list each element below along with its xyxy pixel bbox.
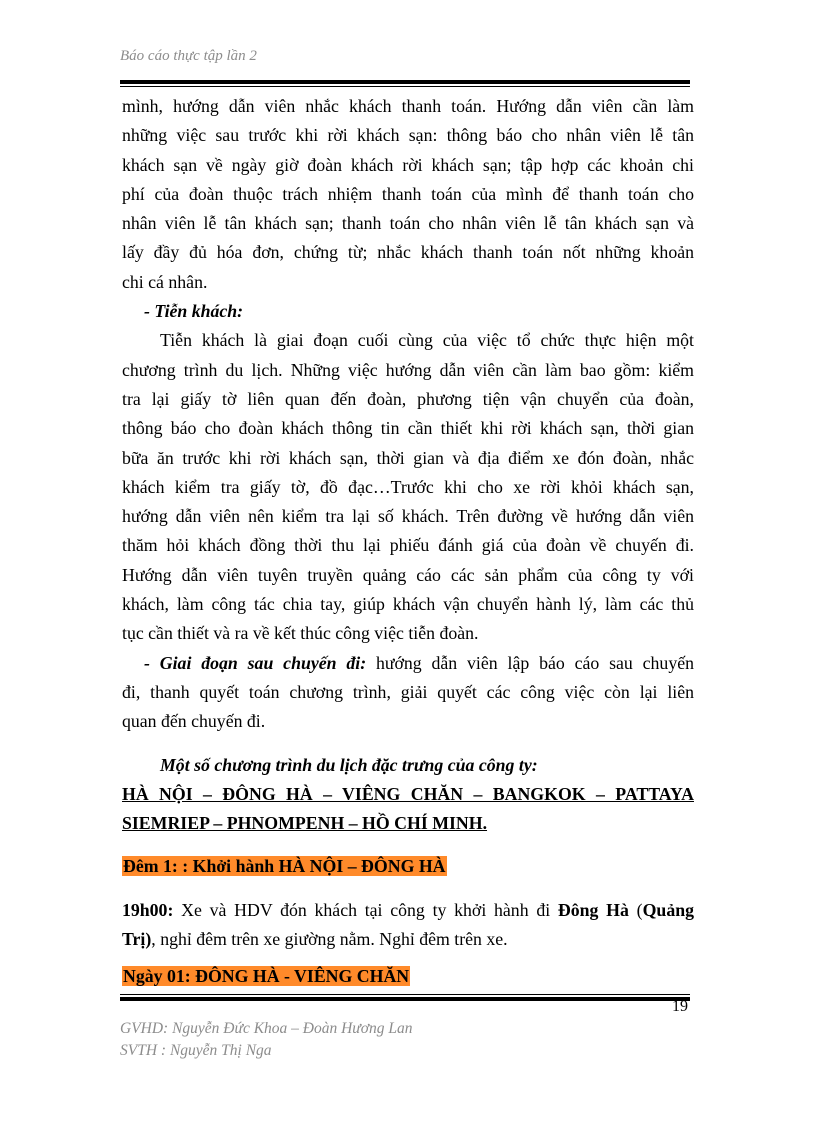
page-body	[122, 92, 694, 992]
paragraph-line: khách sạn về ngày giờ đoàn khách rời khách sạn; tập hợp các khoản chi	[122, 154, 694, 175]
paragraph-line: Tiễn khách là giai đoạn cuối cùng của việc tổ chức thực hiện một	[160, 330, 694, 351]
paragraph-line: thăm hỏi khách đồng thời thu lại phiếu đánh giá của đoàn về chuyến đi.	[122, 535, 694, 556]
footer-rule	[120, 994, 690, 1001]
paragraph-line: mình, hướng dẫn viên nhắc khách thanh toán. Hướng dẫn viên cần làm	[122, 96, 694, 116]
section-title: Một số chương trình du lịch đặc trưng của công ty:	[160, 754, 538, 775]
footer-student: SVTH : Nguyễn Thị Nga	[120, 1042, 272, 1059]
night-1-heading: Đêm 1: : Khởi hành HÀ NỘI – ĐÔNG HÀ	[123, 856, 446, 877]
page-footer	[120, 1018, 413, 1062]
paragraph-line: lấy đầy đủ hóa đơn, chứng từ; nhắc khách thanh toán nốt những khoản	[122, 242, 694, 263]
paragraph-line: khách kiểm tra giấy tờ, đồ đạc…Trước khi cho xe rời khỏi khách sạn,	[122, 476, 694, 497]
paragraph-line: thông báo cho đoàn khách thông tin cần thiết khi rời khách sạn, thời gian	[122, 418, 694, 439]
schedule-line: 19h00: Xe và HDV đón khách tại công ty khởi hành đi Đông Hà (Quảng	[122, 899, 694, 920]
paragraph-line: những việc sau trước khi rời khách sạn: thông báo cho nhân viên lễ tân	[122, 125, 694, 146]
paragraph-line: hướng dẫn viên nên kiểm tra lại số khách. Trên đường về hướng dẫn viên	[122, 506, 694, 527]
subheading-giai-doan: - Giai đoạn sau chuyến đi: hướng dẫn viên lập báo cáo sau chuyến	[144, 652, 694, 673]
page-header: Báo cáo thực tập lần 2	[120, 48, 257, 64]
paragraph-line: phí của đoàn thuộc trách nhiệm thanh toán của mình để thanh toán cho	[122, 183, 694, 204]
footer-supervisor: GVHD: Nguyễn Đức Khoa – Đoàn Hương Lan	[120, 1020, 413, 1037]
paragraph-line: chi cá nhân.	[122, 271, 208, 292]
paragraph-line: tục cần thiết và ra về kết thúc công việc tiễn đoàn.	[122, 623, 479, 644]
paragraph-line: bữa ăn trước khi rời khách sạn, thời gian và địa điểm xe đón đoàn, nhắc	[122, 447, 694, 468]
paragraph-line: quan đến chuyến đi.	[122, 711, 266, 732]
route-title-line-1: HÀ NỘI – ĐÔNG HÀ – VIÊNG CHĂN – BANGKOK – PATTAYA	[122, 783, 694, 804]
header-rule	[120, 80, 690, 87]
paragraph-line: tra lại giấy tờ liên quan đến đoàn, phương tiện vận chuyển của đoàn,	[122, 388, 694, 409]
page-number: 19	[672, 998, 688, 1015]
paragraph-line: nhân viên lễ tân khách sạn; thanh toán cho nhân viên lễ tân khách sạn và	[122, 213, 694, 234]
paragraph-line: chương trình du lịch. Những việc hướng dẫn viên cần làm bao gồm: kiểm	[122, 359, 694, 380]
paragraph-line: khách, làm công tác chia tay, giúp khách vận chuyển hành lý, làm các thủ	[122, 594, 694, 615]
schedule-line: Trị), nghỉ đêm trên xe giường nằm. Nghỉ đêm trên xe.	[122, 929, 508, 950]
paragraph-line: đi, thanh quyết toán chương trình, giải quyết các công việc còn lại liên	[122, 681, 694, 702]
route-title-line-2: SIEMRIEP – PHNOMPENH – HỒ CHÍ MINH.	[122, 813, 488, 834]
paragraph-line: Hướng dẫn viên tuyên truyền quảng cáo các sản phẩm của công ty với	[122, 564, 694, 585]
subheading-tien-khach: - Tiễn khách:	[144, 301, 244, 322]
day-1-heading: Ngày 01: ĐÔNG HÀ - VIÊNG CHĂN	[123, 966, 410, 987]
